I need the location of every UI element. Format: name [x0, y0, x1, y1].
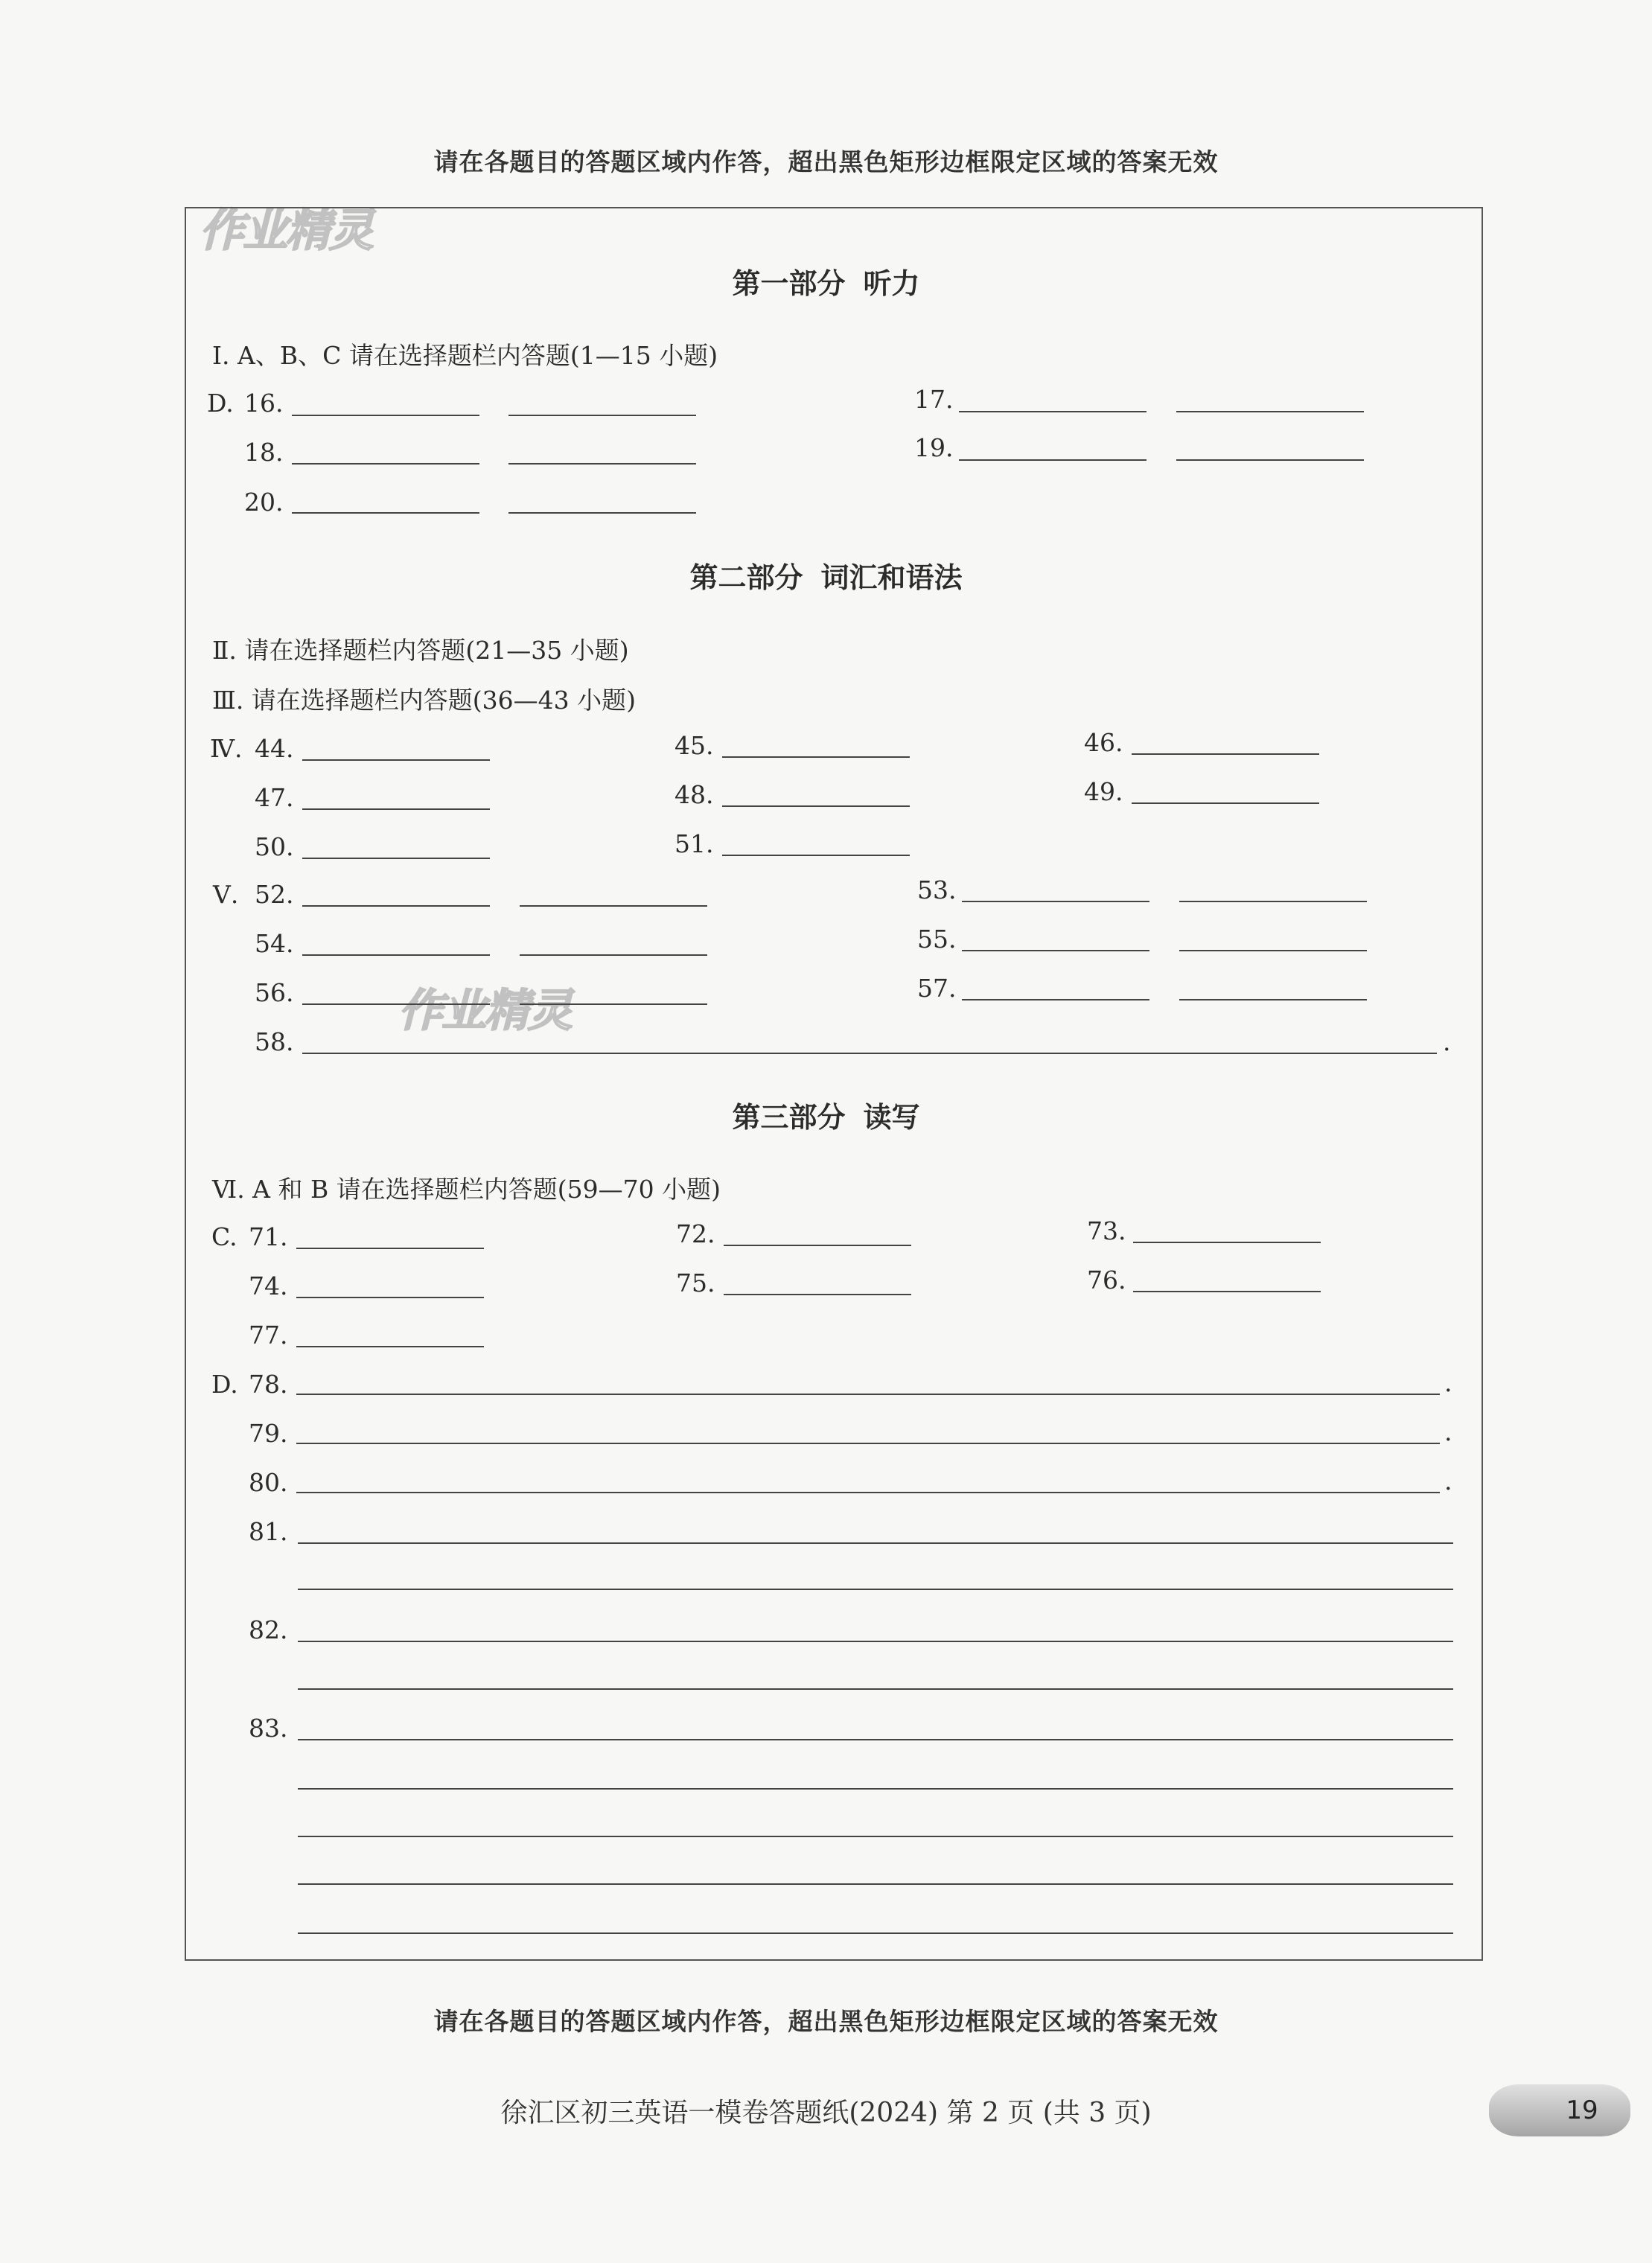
item-83: 83. [249, 1714, 288, 1743]
label-IV: Ⅳ. [210, 734, 243, 763]
answer-line[interactable] [1133, 1291, 1321, 1292]
item-16: 16. [244, 389, 284, 418]
item-71: 71. [249, 1222, 288, 1251]
item-81: 81. [249, 1517, 288, 1546]
answer-line[interactable] [724, 1294, 911, 1295]
answer-line[interactable] [508, 463, 696, 465]
answer-line[interactable] [508, 512, 696, 514]
answer-line[interactable] [959, 411, 1146, 412]
answer-line[interactable] [302, 905, 490, 907]
item-80: 80. [249, 1468, 288, 1497]
writing-line[interactable] [298, 1739, 1453, 1740]
period-mark: . [1444, 1368, 1452, 1397]
item-47: 47. [255, 783, 294, 812]
item-72: 72. [676, 1219, 715, 1248]
item-54: 54. [255, 929, 294, 958]
notice-bottom: 请在各题目的答题区域内作答，超出黑色矩形边框限定区域的答案无效 [433, 2007, 1219, 2036]
answer-line[interactable] [1133, 1242, 1321, 1243]
section-title-vocab-grammar: 第二部分 词汇和语法 [689, 561, 963, 594]
writing-line[interactable] [298, 1641, 1453, 1642]
answer-line[interactable] [302, 808, 490, 810]
item-79: 79. [249, 1419, 288, 1448]
item-74: 74. [249, 1271, 288, 1300]
answer-line-long[interactable] [296, 1394, 1440, 1395]
item-51: 51. [674, 829, 714, 858]
answer-line[interactable] [724, 1245, 911, 1246]
writing-line[interactable] [298, 1932, 1453, 1934]
writing-line[interactable] [298, 1883, 1453, 1885]
answer-line[interactable] [292, 463, 479, 465]
writing-line[interactable] [298, 1688, 1453, 1690]
instruction-I: Ⅰ. A、B、C 请在选择题栏内答题(1—15 小题) [212, 341, 718, 370]
notice-top: 请在各题目的答题区域内作答，超出黑色矩形边框限定区域的答案无效 [433, 147, 1219, 176]
answer-line[interactable] [520, 1003, 707, 1005]
section-title-reading-writing: 第三部分 读写 [732, 1101, 920, 1134]
writing-line[interactable] [298, 1788, 1453, 1790]
label-D: D. [207, 389, 234, 418]
page-number-badge [1489, 2084, 1630, 2136]
item-49: 49. [1084, 777, 1123, 806]
answer-line[interactable] [296, 1297, 484, 1298]
item-19: 19. [914, 433, 954, 462]
writing-line[interactable] [298, 1589, 1453, 1590]
label-C: C. [211, 1222, 237, 1251]
answer-line[interactable] [302, 954, 490, 956]
period-mark: . [1444, 1466, 1452, 1496]
answer-line[interactable] [520, 954, 707, 956]
item-50: 50. [255, 832, 294, 861]
answer-line-long[interactable] [296, 1443, 1440, 1444]
answer-line[interactable] [296, 1248, 484, 1249]
answer-line[interactable] [302, 759, 490, 761]
writing-line[interactable] [298, 1836, 1453, 1837]
section-title-listening: 第一部分 听力 [732, 267, 920, 300]
item-57: 57. [917, 974, 957, 1003]
instruction-VI: Ⅵ. A 和 B 请在选择题栏内答题(59—70 小题) [212, 1175, 721, 1204]
answer-line-long[interactable] [296, 1492, 1440, 1493]
answer-line[interactable] [722, 855, 910, 856]
item-52: 52. [255, 880, 294, 909]
answer-line[interactable] [962, 999, 1149, 1000]
item-75: 75. [676, 1268, 715, 1298]
item-48: 48. [674, 780, 714, 809]
answer-line[interactable] [1176, 459, 1364, 461]
answer-line[interactable] [1132, 753, 1319, 755]
answer-line[interactable] [520, 905, 707, 907]
period-mark: . [1444, 1417, 1452, 1446]
instruction-II: Ⅱ. 请在选择题栏内答题(21—35 小题) [212, 636, 629, 665]
answer-line[interactable] [962, 950, 1149, 951]
label-D2: D. [211, 1370, 238, 1399]
answer-line[interactable] [302, 1003, 490, 1005]
answer-line[interactable] [1176, 411, 1364, 412]
answer-line[interactable] [292, 415, 479, 416]
item-45: 45. [674, 731, 714, 760]
item-55: 55. [917, 925, 957, 954]
watermark-logo: 作业精灵 [200, 205, 372, 257]
answer-line[interactable] [302, 858, 490, 859]
answer-line[interactable] [1179, 901, 1367, 902]
answer-line[interactable] [508, 415, 696, 416]
writing-line[interactable] [298, 1542, 1453, 1544]
answer-line[interactable] [962, 901, 1149, 902]
item-17: 17. [914, 385, 954, 414]
period-mark: . [1443, 1027, 1451, 1056]
watermark-logo: 作业精灵 [398, 985, 571, 1037]
item-77: 77. [249, 1321, 288, 1350]
item-20: 20. [244, 488, 284, 517]
answer-line[interactable] [1179, 950, 1367, 951]
answer-line[interactable] [296, 1346, 484, 1347]
item-73: 73. [1087, 1216, 1126, 1245]
label-V: Ⅴ. [213, 880, 239, 909]
answer-line[interactable] [722, 805, 910, 807]
item-56: 56. [255, 978, 294, 1007]
item-58: 58. [255, 1027, 294, 1056]
instruction-III: Ⅲ. 请在选择题栏内答题(36—43 小题) [212, 686, 637, 715]
item-82: 82. [249, 1615, 288, 1644]
answer-area-frame [185, 207, 1483, 1961]
answer-line[interactable] [1179, 999, 1367, 1000]
item-44: 44. [255, 734, 294, 763]
page-footer: 徐汇区初三英语一模卷答题纸(2024) 第 2 页 (共 3 页) [500, 2098, 1152, 2128]
item-18: 18. [244, 438, 284, 467]
answer-line[interactable] [722, 756, 910, 758]
page-number: 19 [1566, 2096, 1598, 2125]
answer-line-long[interactable] [302, 1053, 1437, 1054]
item-78: 78. [249, 1370, 288, 1399]
item-53: 53. [917, 875, 957, 904]
item-46: 46. [1084, 728, 1123, 757]
item-76: 76. [1087, 1265, 1126, 1295]
answer-line[interactable] [1132, 802, 1319, 804]
answer-line[interactable] [292, 512, 479, 514]
answer-line[interactable] [959, 459, 1146, 461]
